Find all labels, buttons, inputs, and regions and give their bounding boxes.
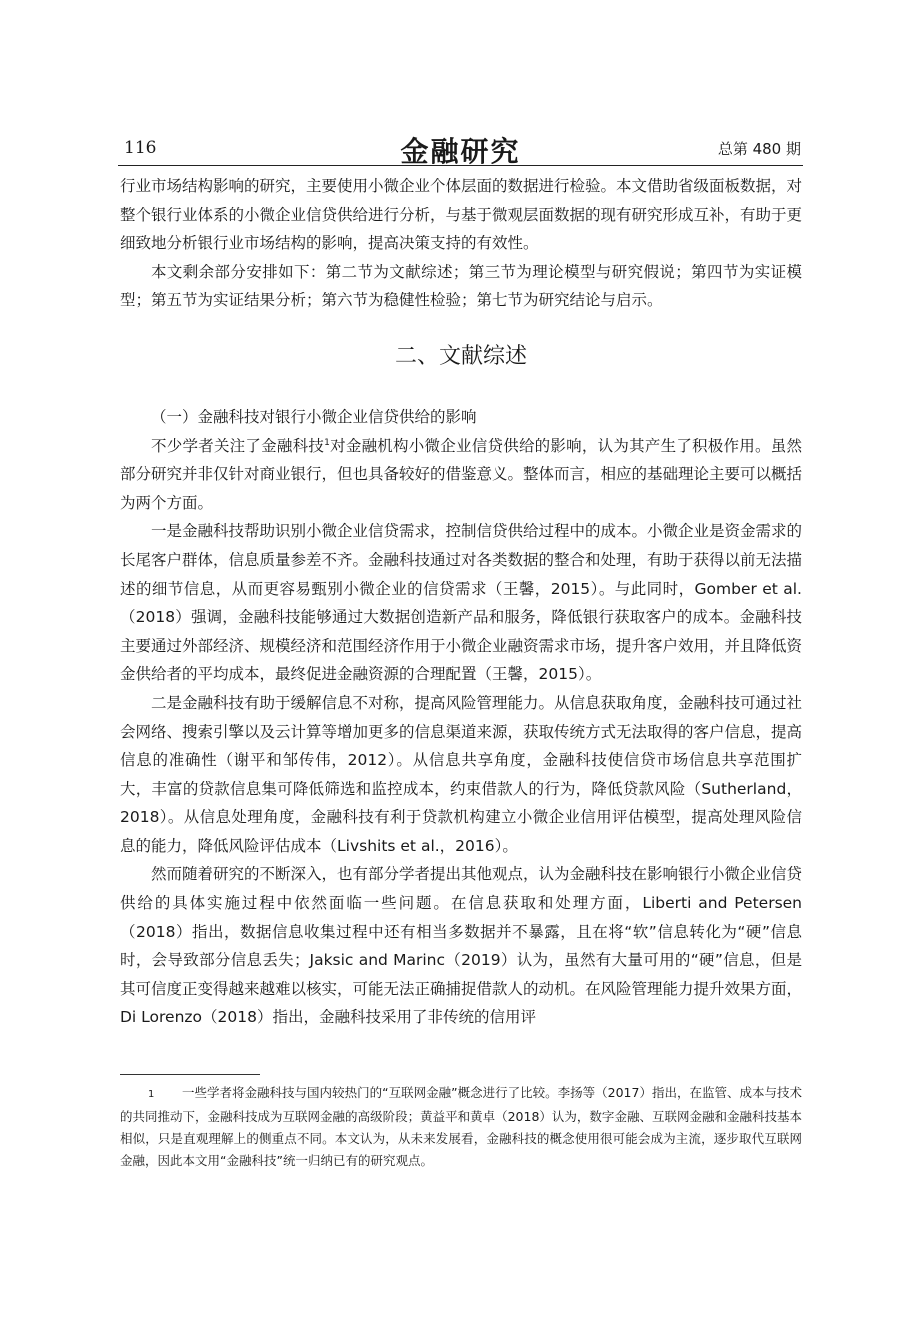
issue-number: 总第 480 期 — [717, 140, 801, 158]
running-header — [118, 128, 803, 168]
journal-title: 金融研究 — [400, 135, 521, 168]
footnote — [120, 1082, 802, 1172]
paragraph-counterview: 然而随着研究的不断深入，也有部分学者提出其他观点，认为金融科技在影响银行小微企业信贷供给的具体实施过程中依然面临一些问题。在信息获取和处理方面，Liberti and Petersen（2018）指出，数据信息收集过程中还有相当多数据并不暴露，且在将“软”信息转化为“硬”信息时，会导致部分信息丢失；Jaksic and Marinc（2019）认为，虽然有大量可用的“硬”信息，但是其可信度正变得越来越难以核实，可能无法正确捕捉借款人的动机。在风险管理能力提升效果方面，Di Lorenzo（2018）指出，金融科技采用了非传统的信用评 — [120, 865, 803, 1027]
paragraph-outline: 本文剩余部分安排如下：第二节为文献综述；第三节为理论模型与研究假说；第四节为实证模型；第五节为实证结果分析；第六节为稳健性检验；第七节为研究结论与启示。 — [120, 262, 802, 310]
body-text — [120, 172, 802, 1032]
paragraph-point-two: 二是金融科技有助于缓解信息不对称，提高风险管理能力。从信息获取角度，金融科技可通过社会网络、搜索引擎以及云计算等增加更多的信息渠道来源，获取传统方式无法取得的客户信息，提高信息的准确性（谢平和邹传伟，2012）。从信息共享角度，金融科技使信贷市场信息共享范围扩大，丰富的贷款信息集可降低筛选和监控成本，约束借款人的行为，降低贷款风险（Sutherland，2018）。从信息处理角度，金融科技有利于贷款机构建立小微企业信用评估模型，提高处理风险信息的能力，降低风险评估成本（Livshits et al.，2016）。 — [120, 693, 803, 855]
footnote-rule — [120, 1074, 260, 1075]
paragraph-intro — [120, 432, 802, 518]
header-rule — [118, 165, 803, 166]
footnote-reference[interactable]: 1 — [324, 437, 330, 448]
subsection-title: （一）金融科技对银行小微企业信贷供给的影响 — [151, 407, 477, 426]
paragraph-intro-rest: 对金融机构小微企业信贷供给的影响，认为其产生了积极作用。虽然部分研究并非仅针对商业银行，但也具备较好的借鉴意义。整体而言，相应的基础理论主要可以概括为两个方面。 — [120, 436, 803, 512]
paragraph-continued: 行业市场结构影响的研究，主要使用小微企业个体层面的数据进行检验。本文借助省级面板数据，对整个银行业体系的小微企业信贷供给进行分析，与基于微观层面数据的现有研究形成互补，有助于更细致地分析银行业市场结构的影响，提高决策支持的有效性。 — [120, 177, 803, 253]
page-number: 116 — [124, 138, 157, 158]
section-title: 二、文献综述 — [394, 343, 527, 369]
paragraph-intro-start: 不少学者关注了金融科技 — [151, 436, 325, 455]
footnote-mark: 1 — [148, 1089, 155, 1100]
footnote-text: 一些学者将金融科技与国内较热门的“互联网金融”概念进行了比较。李扬等（2017）指出，在监管、成本与技术的共同推动下，金融科技成为互联网金融的高级阶段；黄益平和黄卓（2018）认为，数字金融、互联网金融和金融科技基本相似，只是直观理解上的侧重点不同。本文认为，从未来发展看，金融科技的概念使用很可能会成为主流，逐步取代互联网金融，因此本文用“金融科技”统一归纳已有的研究观点。 — [120, 1085, 802, 1168]
paragraph-point-one: 一是金融科技帮助识别小微企业信贷需求，控制信贷供给过程中的成本。小微企业是资金需求的长尾客户群体，信息质量参差不齐。金融科技通过对各类数据的整合和处理，有助于获得以前无法描述的细节信息，从而更容易甄别小微企业的信贷需求（王馨，2015）。与此同时，Gomber et al.（2018）强调，金融科技能够通过大数据创造新产品和服务，降低银行获取客户的成本。金融科技主要通过外部经济、规模经济和范围经济作用于小微企业融资需求市场，提升客户效用，并且降低资金供给者的平均成本，最终促进金融资源的合理配置（王馨，2015）。 — [120, 522, 803, 684]
